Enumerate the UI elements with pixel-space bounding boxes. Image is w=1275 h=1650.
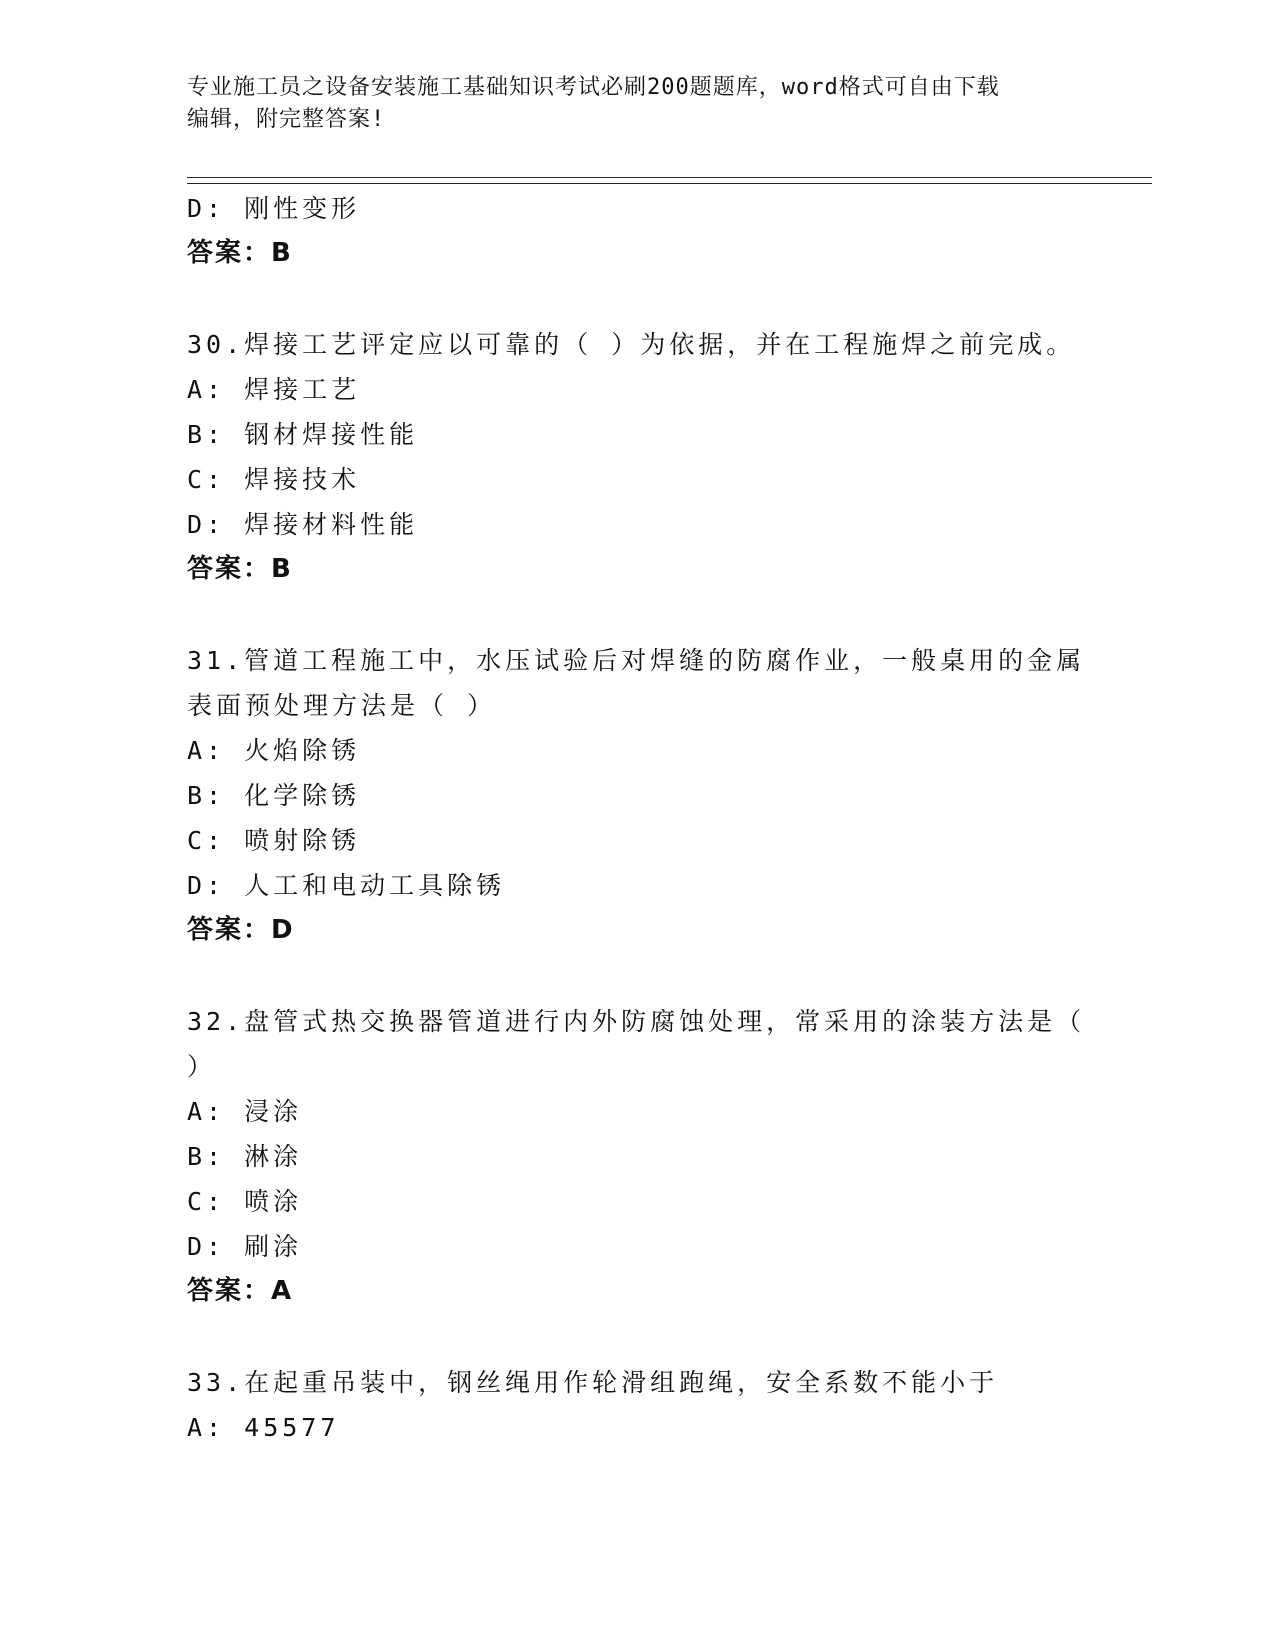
document-header (187, 72, 1067, 136)
answer-line: 答案：A (187, 1276, 294, 1306)
option-d: D: 人工和电动工具除锈 (187, 871, 506, 900)
question-32 (187, 999, 1087, 1314)
answer-line: 答案：B (187, 238, 293, 268)
header-line-1: 专业施工员之设备安装施工基础知识考试必刷200题题库，word格式可自由下载 (187, 75, 1000, 100)
question-33 (187, 1360, 1087, 1450)
option-c: C: 喷涂 (187, 1187, 303, 1216)
option-a: A: 浸涂 (187, 1097, 303, 1126)
option-c: C: 喷射除锈 (187, 826, 361, 855)
question-text: 31.管道工程施工中，水压试验后对焊缝的防腐作业，一般桌用的金属 (187, 646, 1086, 675)
question-31 (187, 638, 1087, 953)
option-b: B: 淋涂 (187, 1142, 303, 1171)
question-text: 32.盘管式热交换器管道进行内外防腐蚀处理，常采用的涂装方法是（ (187, 1007, 1086, 1036)
question-content (187, 186, 1087, 1450)
option-d: D: 刚性变形 (187, 194, 361, 223)
question-text-continued: ） (187, 1052, 217, 1081)
option-a: A: 45577 (187, 1413, 340, 1442)
header-divider-bottom (187, 183, 1152, 184)
option-a: A: 焊接工艺 (187, 375, 361, 404)
question-text-continued: 表面预处理方法是（ ） (187, 691, 497, 720)
header-line-2: 编辑，附完整答案! (187, 107, 386, 132)
option-c: C: 焊接技术 (187, 465, 361, 494)
answer-line: 答案：B (187, 554, 293, 584)
option-d: D: 刷涂 (187, 1232, 303, 1261)
question-text: 30.焊接工艺评定应以可靠的（ ）为依据，并在工程施焊之前完成。 (187, 330, 1076, 359)
option-b: B: 化学除锈 (187, 781, 361, 810)
option-a: A: 火焰除锈 (187, 736, 361, 765)
previous-question-tail (187, 186, 1087, 276)
question-30 (187, 322, 1087, 592)
answer-line: 答案：D (187, 915, 295, 945)
question-text: 33.在起重吊装中，钢丝绳用作轮滑组跑绳，安全系数不能小于 (187, 1368, 999, 1397)
header-divider-top (187, 177, 1152, 178)
option-b: B: 钢材焊接性能 (187, 420, 419, 449)
option-d: D: 焊接材料性能 (187, 510, 419, 539)
